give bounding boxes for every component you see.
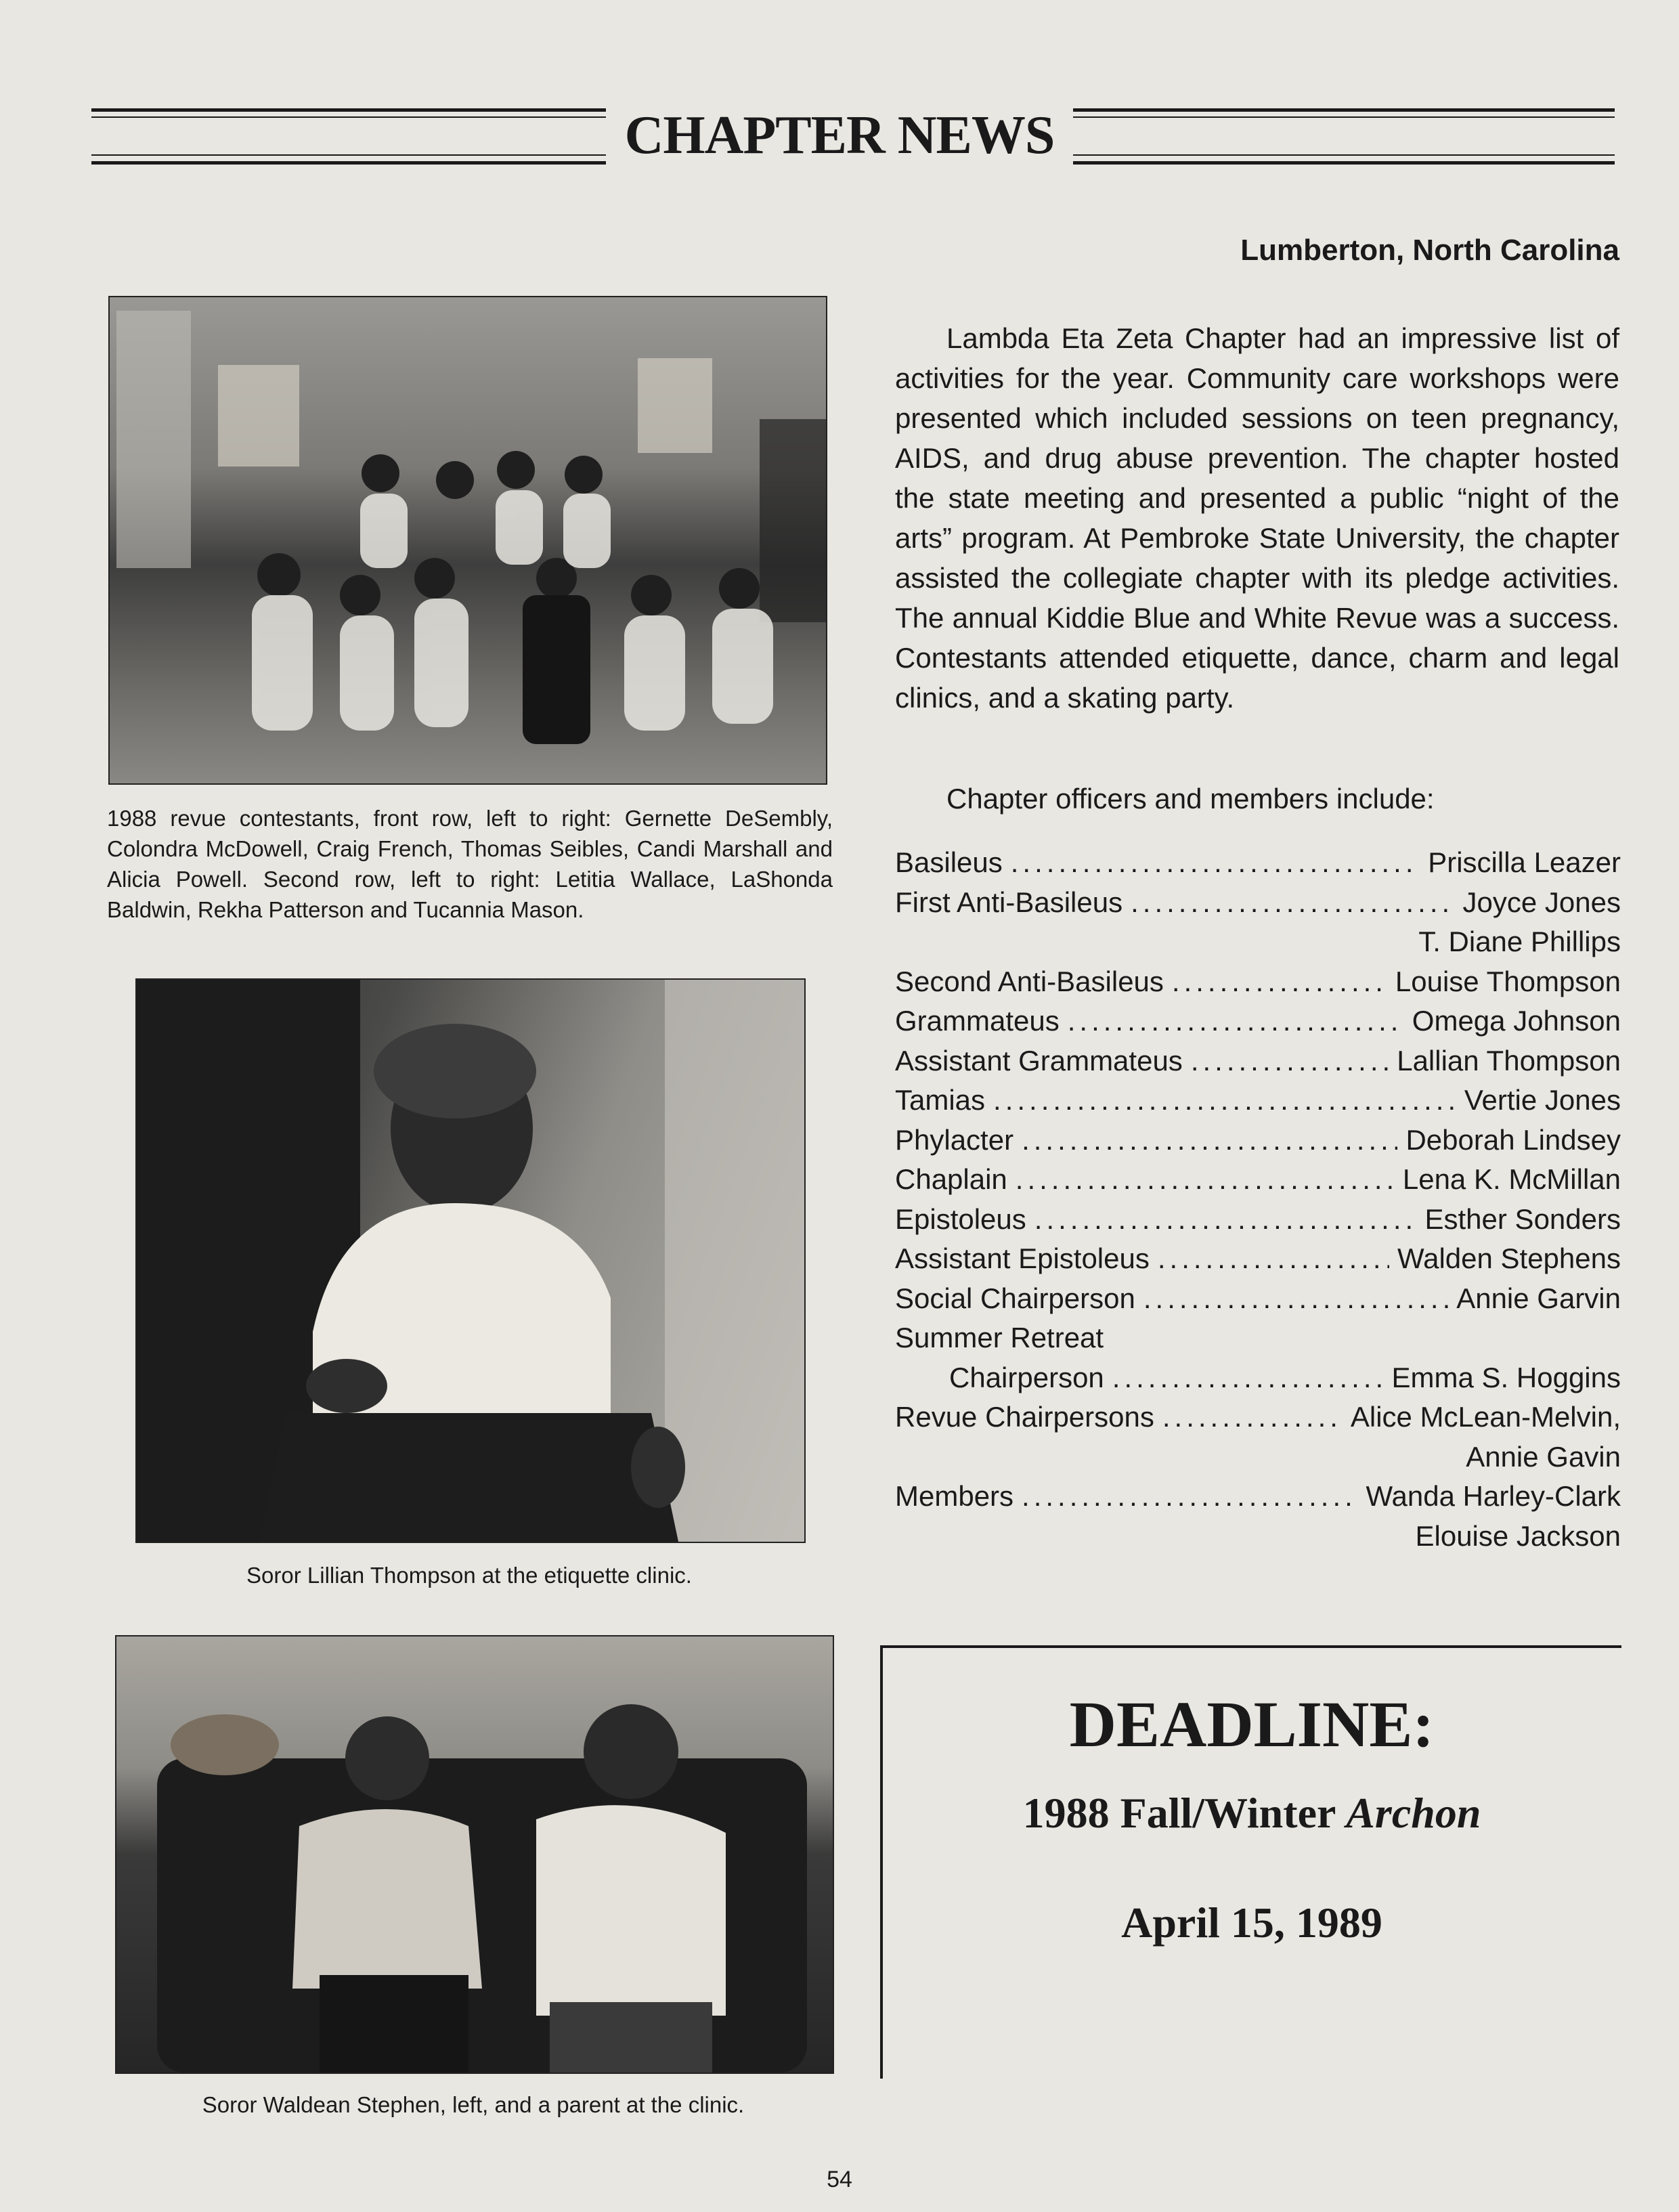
officer-row: Revue Chairpersons ..... Alice McLean-Melvin,: [895, 1397, 1621, 1437]
article-paragraph-1: Lambda Eta Zeta Chapter had an impressive list of activities for the year. Community care workshops were presented which included sessions on teen pregnancy, AIDS, and drug abuse prevention. The chapter hosted the state meeting and presented a public “night of the arts” program. At Pembroke State University, the chapter assisted the collegiate chapter with its pledge activities. The annual Kiddie Blue and White Revue was a success. Contestants attended etiquette, dance, charm and legal clinics, and a skating party.: [895, 322, 1619, 714]
officer-row: Epistoleus ..... Esther Sonders: [895, 1200, 1621, 1240]
officer-row: Assistant Epistoleus ..... Walden Stephens: [895, 1239, 1621, 1279]
two-women-photo-icon: [116, 1636, 833, 2073]
article-paragraph-2: Chapter officers and members include:: [946, 783, 1435, 815]
group-photo-icon: [110, 297, 826, 783]
deadline-issue: 1988 Fall/Winter Archon: [1022, 1789, 1481, 1837]
portrait-photo-icon: [137, 980, 804, 1542]
officer-row: Second Anti-Basileus ..... Louise Thompson: [895, 962, 1621, 1002]
officer-row: First Anti-Basileus ..... Joyce Jones: [895, 883, 1621, 923]
lillian-photo-caption: Soror Lillian Thompson at the etiquette clinic.: [246, 1563, 692, 1588]
page-title: CHAPTER NEWS: [606, 102, 1074, 169]
officer-list: [895, 843, 1621, 1556]
officer-row-continuation: Annie Gavin: [1466, 1440, 1621, 1473]
officer-row: Assistant Grammateus ..... Lallian Thompson: [895, 1041, 1621, 1081]
article-location-heading: Lumberton, North Carolina: [1240, 234, 1619, 267]
lillian-thompson-photo: [135, 978, 806, 1543]
officer-row: Tamias ..... Vertie Jones: [895, 1081, 1621, 1121]
officer-row: Chairperson ..... Emma S. Hoggins: [895, 1358, 1621, 1398]
officer-title-line: Summer Retreat: [895, 1322, 1104, 1353]
masthead-rule-top: [91, 108, 1615, 112]
waldean-stephen-photo: [115, 1635, 834, 2074]
archon-title: Archon: [1346, 1789, 1481, 1837]
deadline-box-top-rule: [880, 1645, 1621, 1648]
revue-group-photo: [108, 296, 827, 785]
deadline-title: DEADLINE:: [1069, 1688, 1435, 1760]
revue-photo-caption: 1988 revue contestants, front row, left to right: Gernette DeSembly, Colondra McDowell, Craig French, Thomas Seibles, Candi Marshall and Alicia Powell. Second row, left to right: Letitia Wallace, LaShonda Baldwin, Rekha Patterson and Tucannia Mason.: [107, 806, 833, 922]
officer-row: Social Chairperson ..... Annie Garvin: [895, 1279, 1621, 1319]
officer-row: Basileus ..... Priscilla Leazer: [895, 843, 1621, 883]
masthead-rule-bottom: [91, 161, 1615, 165]
deadline-date: April 15, 1989: [1121, 1899, 1382, 1947]
officer-row-continuation: Elouise Jackson: [1415, 1519, 1621, 1552]
officer-row: Grammateus ..... Omega Johnson: [895, 1001, 1621, 1041]
page-number: 54: [827, 2167, 852, 2192]
officer-row: Chaplain ..... Lena K. McMillan: [895, 1160, 1621, 1200]
masthead-rule-upper: [91, 116, 1615, 118]
officer-row: Members ..... Wanda Harley-Clark: [895, 1477, 1621, 1517]
waldean-photo-caption: Soror Waldean Stephen, left, and a parent at the clinic.: [202, 2092, 745, 2117]
officer-row: Phylacter ..... Deborah Lindsey: [895, 1121, 1621, 1161]
masthead-rule-lower: [91, 154, 1615, 156]
officer-row-continuation: T. Diane Phillips: [1418, 926, 1621, 957]
